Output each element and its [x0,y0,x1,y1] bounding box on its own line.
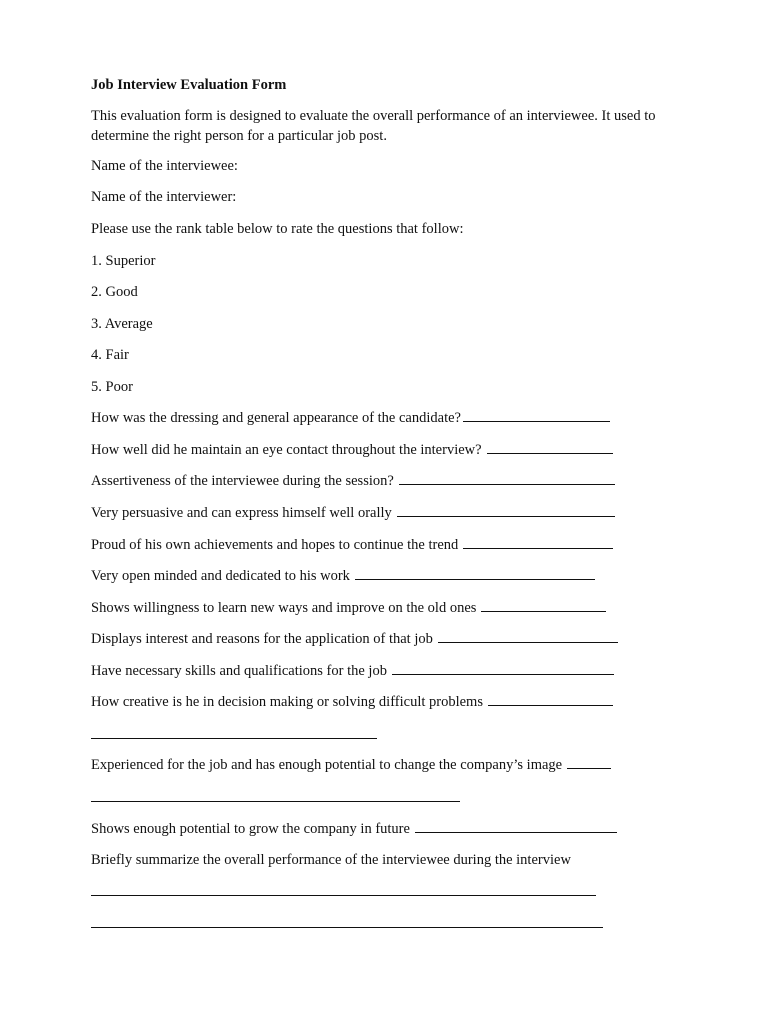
answer-blank[interactable] [355,567,595,580]
question-row [91,504,615,522]
rank-item: 2. Good [91,284,138,300]
rank-item: 1. Superior [91,253,156,269]
question-row [91,756,611,774]
question-text: Assertiveness of the interviewee during the session? [91,473,394,489]
answer-blank[interactable] [487,441,613,454]
rank-instruction: Please use the rank table below to rate the questions that follow: [91,221,464,237]
summary-prompt: Briefly summarize the overall performance of the interviewee during the interview [91,852,571,868]
interviewer-name-label: Name of the interviewer: [91,189,237,205]
question-row [91,441,613,459]
question-text: Shows willingness to learn new ways and improve on the old ones [91,600,477,616]
question-row [91,409,610,427]
question-text: Proud of his own achievements and hopes to continue the trend [91,537,459,553]
answer-blank[interactable] [415,820,617,833]
question-text: Displays interest and reasons for the application of that job [91,631,433,647]
question-text: Have necessary skills and qualifications for the job [91,663,387,679]
answer-blank[interactable] [463,409,610,422]
rank-item: 4. Fair [91,347,129,363]
answer-blank[interactable] [567,756,611,769]
question-row [91,630,618,648]
answer-blank[interactable] [392,662,614,675]
answer-blank[interactable] [399,472,615,485]
rank-item: 3. Average [91,316,153,332]
question-text: Very open minded and dedicated to his work [91,568,350,584]
answer-blank[interactable] [438,630,618,643]
form-title: Job Interview Evaluation Form [91,77,287,93]
question-text: Shows enough potential to grow the company in future [91,821,410,837]
answer-blank[interactable] [463,536,613,549]
summary-line[interactable] [91,927,603,928]
intro-paragraph: This evaluation form is designed to evaluate the overall performance of an interviewee. It used to determine the right person for a particular job post. [91,108,656,144]
question-text: How was the dressing and general appearance of the candidate? [91,410,461,426]
question-row [91,536,613,554]
question-row [91,662,614,680]
question-row [91,599,606,617]
question-row [91,693,613,711]
question-row [91,567,595,585]
answer-blank[interactable] [397,504,615,517]
summary-line[interactable] [91,895,596,896]
answer-blank[interactable] [481,599,606,612]
answer-blank-continuation[interactable] [91,801,460,802]
question-text: Experienced for the job and has enough potential to change the company’s image [91,757,563,773]
interviewee-name-label: Name of the interviewee: [91,158,238,174]
question-text: How creative is he in decision making or solving difficult problems [91,694,483,710]
rank-item: 5. Poor [91,379,133,395]
question-row [91,820,617,838]
question-text: Very persuasive and can express himself well orally [91,505,392,521]
answer-blank-continuation[interactable] [91,738,377,739]
question-text: How well did he maintain an eye contact throughout the interview? [91,442,482,458]
answer-blank[interactable] [488,693,613,706]
question-row [91,472,615,490]
